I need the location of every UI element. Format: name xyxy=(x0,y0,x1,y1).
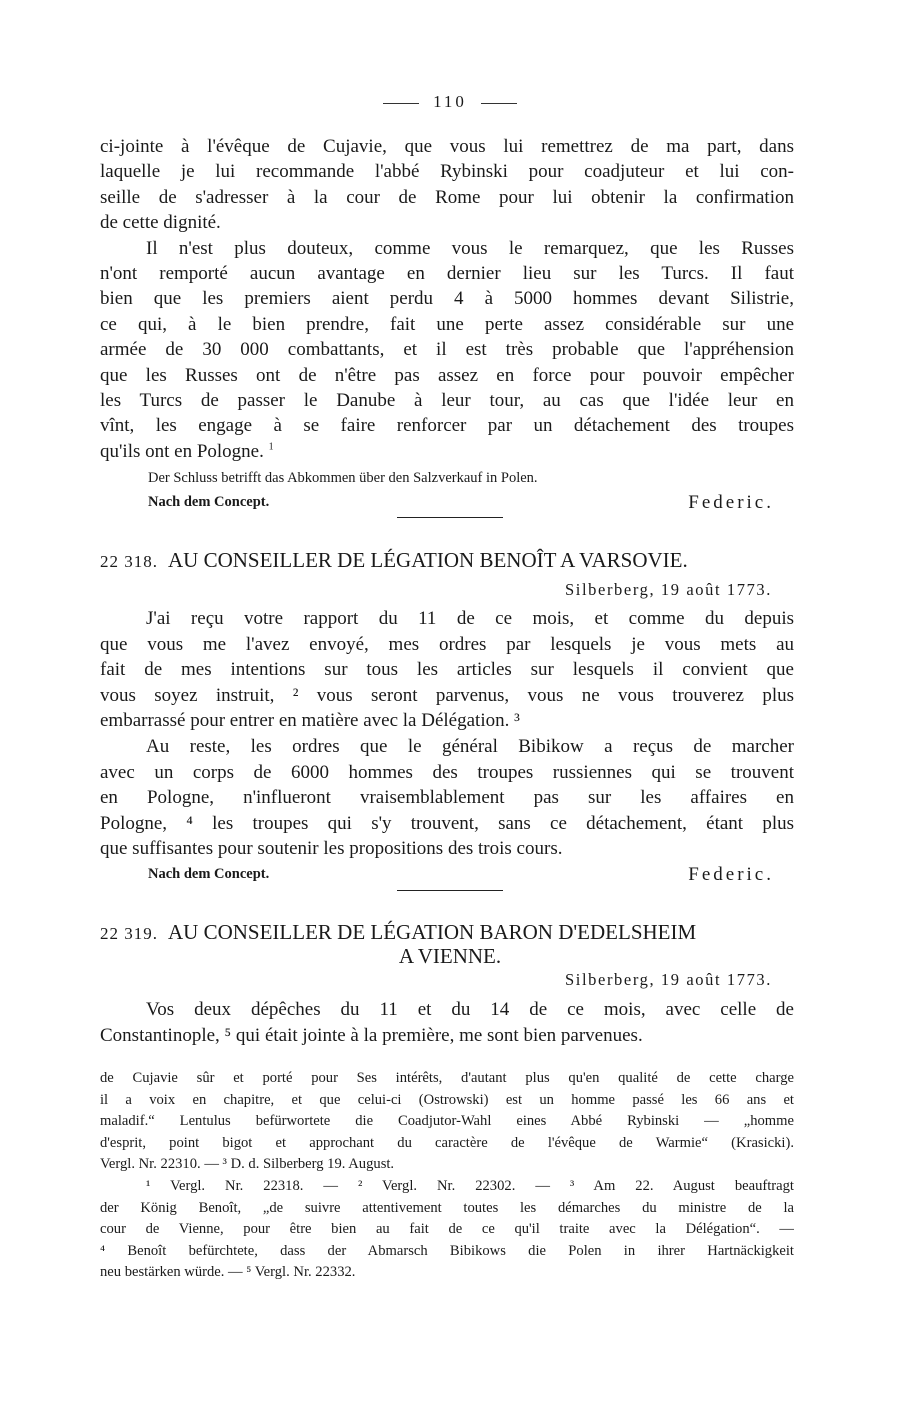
text-line: vînt, les engage à se faire renforcer par un détachement des troupes xyxy=(100,415,794,437)
footnote-line: der König Benoît, „de suivre attentivement toutes les démarches du ministre de la xyxy=(100,1199,794,1216)
footnote-line: maladif.“ Lentulus befürwortete die Coadjutor-Wahl eines Abbé Rybinski — „homme xyxy=(100,1113,794,1130)
text-line: avec un corps de 6000 hommes des troupes russiennes qui se trouvent xyxy=(100,761,794,783)
editorial-note: Der Schluss betrifft das Abkommen über den Salzverkauf in Polen. xyxy=(148,470,538,486)
page-number-dash-left xyxy=(383,103,419,104)
text-line: en Pologne, n'influeront vraisemblablement pas sur les affaires en xyxy=(100,787,794,809)
text-line: les Turcs de passer le Danube à leur tour, au cas que l'idée leur en xyxy=(100,390,794,412)
letter-title-line2: A VIENNE. xyxy=(398,944,502,968)
letter-number: 22 318. xyxy=(100,552,158,571)
page-number-text: 110 xyxy=(433,92,467,111)
letter-heading xyxy=(100,920,794,945)
footnote-mark: 1 xyxy=(268,441,274,453)
text-line: Vos deux dépêches du 11 et du 14 de ce mois, avec celle de xyxy=(146,999,794,1020)
intro-source-row xyxy=(148,492,774,518)
text-line-content: qu'ils ont en Pologne. xyxy=(100,440,264,462)
footnote-line: d'esprit, point bigot et approchant du caractère de l'évêque de Warmie“ (Krasicki). xyxy=(100,1134,794,1151)
letter-number: 22 319. xyxy=(100,924,158,943)
footnote-line: cour de Vienne, pour être bien au fait de ce qu'il traite avec la Délégation“. — xyxy=(100,1221,794,1238)
text-line: seille de s'adresser à la cour de Rome pour lui obtenir la confirmation xyxy=(100,186,794,208)
text-line: J'ai reçu votre rapport du 11 de ce mois, et comme du depuis xyxy=(146,608,794,629)
text-line: armée de 30 000 combattants, et il est très probable que l'appréhension xyxy=(100,339,794,361)
text-line: de cette dignité. xyxy=(100,212,221,234)
section-divider xyxy=(397,517,503,518)
text-line: laquelle je lui recommande l'abbé Rybinski pour coadjuteur et lui con- xyxy=(100,161,794,183)
signature: Federic. xyxy=(688,492,774,513)
letter-dateline: Silberberg, 19 août 1773. xyxy=(565,580,772,599)
source-note: Nach dem Concept. xyxy=(148,494,270,510)
text-line: Il n'est plus douteux, comme vous le remarquez, que les Russes xyxy=(146,237,794,259)
intro-paragraphs xyxy=(100,134,794,464)
text-line: embarrassé pour entrer en matière avec la Délégation. ³ xyxy=(100,710,520,732)
page-number xyxy=(0,92,900,112)
footnote-line: de Cujavie sûr et porté pour Ses intérêts, d'autant plus qu'en qualité de cette charge xyxy=(100,1070,794,1086)
footnote-line: ⁴ Benoît befürchtete, dass der Abmarsch Bibikows die Polen in ihrer Hartnäckigkeit xyxy=(100,1242,794,1259)
footnotes xyxy=(100,1068,794,1284)
footnote-line: Vergl. Nr. 22310. — ³ D. d. Silberberg 19. August. xyxy=(100,1156,395,1173)
letter-dateline: Silberberg, 19 août 1773. xyxy=(565,970,772,989)
text-line: que vous me l'avez envoyé, mes ordres par lesquels je vous mets au xyxy=(100,633,794,655)
text-line: que les Russes ont de n'être pas assez en force pour pouvoir empêcher xyxy=(100,364,794,386)
footnote-line: il a voix en chapitre, et que celui-ci (Ostrowski) est un homme passé les 66 ans et xyxy=(100,1091,794,1108)
text-line: Constantinople, ⁵ qui était jointe à la première, me sont bien parvenues. xyxy=(100,1024,643,1046)
footnote-line: ¹ Vergl. Nr. 22318. — ² Vergl. Nr. 22302. — ³ Am 22. August beauftragt xyxy=(146,1177,794,1194)
letter-body xyxy=(100,997,794,1048)
letter-title: AU CONSEILLER DE LÉGATION BENOÎT A VARSOVIE. xyxy=(168,548,688,572)
text-line xyxy=(100,439,794,464)
letter-title: AU CONSEILLER DE LÉGATION BARON D'EDELSHEIM xyxy=(168,920,697,944)
text-line: ci-jointe à l'évêque de Cujavie, que vous lui remettrez de ma part, dans xyxy=(100,136,794,157)
section-divider xyxy=(397,890,503,891)
text-line: ce qui, à le bien prendre, fait une perte assez considérable sur une xyxy=(100,313,794,335)
text-line: bien que les premiers aient perdu 4 à 5000 hommes devant Silistrie, xyxy=(100,288,794,310)
text-line: vous soyez instruit, ² vous seront parvenus, vous ne vous trouverez plus xyxy=(100,684,794,706)
text-line: n'ont remporté aucun avantage en dernier lieu sur les Turcs. Il faut xyxy=(100,263,794,285)
footnote-line: neu bestärken würde. — ⁵ Vergl. Nr. 22332. xyxy=(100,1264,356,1281)
text-line: que suffisantes pour soutenir les propositions des trois cours. xyxy=(100,838,563,860)
text-line: Pologne, ⁴ les troupes qui s'y trouvent, sans ce détachement, étant plus xyxy=(100,812,794,834)
letter-body xyxy=(100,606,794,862)
text-line: Au reste, les ordres que le général Bibikow a reçus de marcher xyxy=(146,735,794,757)
source-note: Nach dem Concept. xyxy=(148,866,270,882)
intro-note xyxy=(148,467,788,489)
letter-heading xyxy=(100,548,794,573)
page-number-dash-right xyxy=(481,103,517,104)
text-line: fait de mes intentions sur tous les articles sur lesquels il convient que xyxy=(100,659,794,681)
signature: Federic. xyxy=(688,864,774,885)
letter-source-row xyxy=(148,864,774,890)
